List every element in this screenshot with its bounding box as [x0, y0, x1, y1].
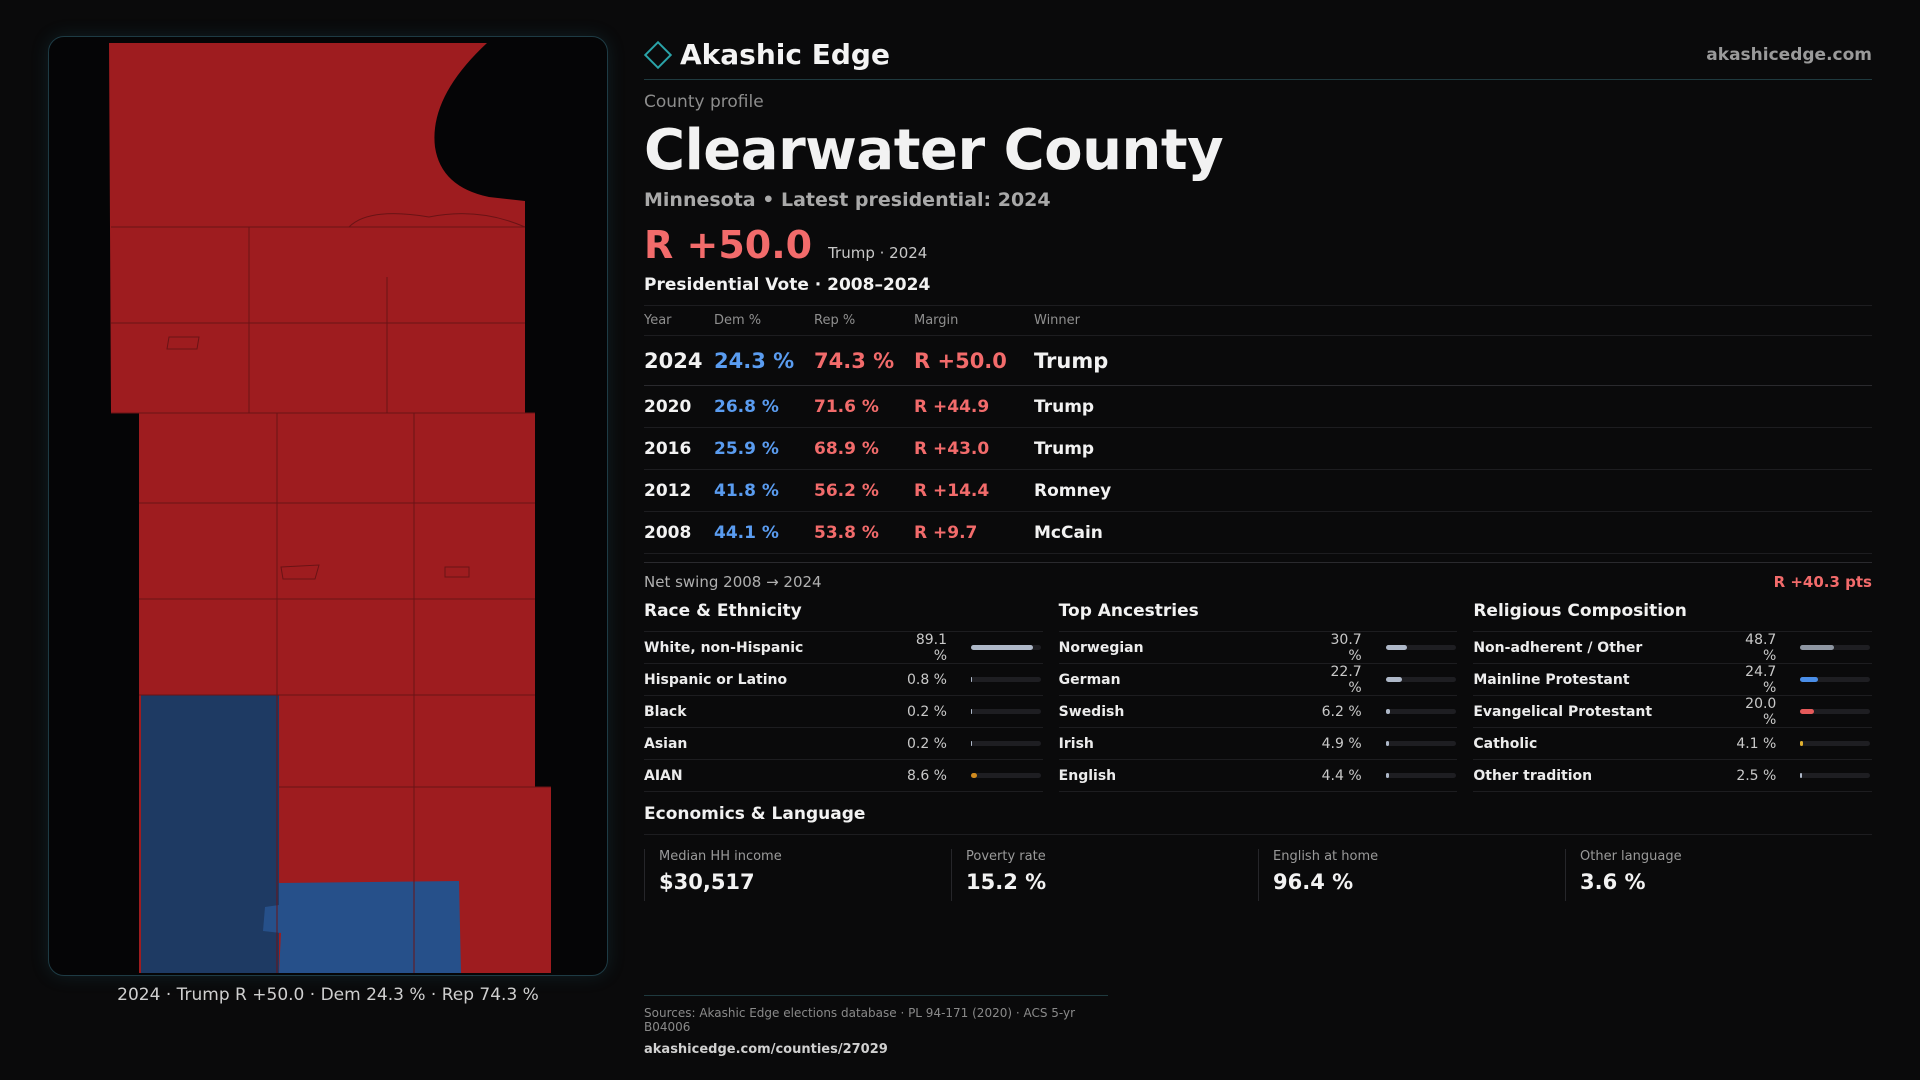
- economics-title: Economics & Language: [644, 804, 1872, 835]
- stat-value: $30,517: [659, 870, 755, 894]
- margin: R +14.4: [914, 480, 990, 501]
- label: AIAN: [644, 767, 683, 784]
- year: 2016: [644, 438, 692, 459]
- bar-track: [1386, 677, 1456, 682]
- bar-track: [1800, 773, 1870, 778]
- year: 2012: [644, 480, 692, 501]
- stat-value: 3.6 %: [1580, 870, 1646, 894]
- value: 22.7 %: [1330, 663, 1362, 696]
- bar-fill: [1386, 741, 1389, 746]
- bar-fill: [1386, 709, 1390, 714]
- stat-poverty-rate: [951, 849, 1258, 901]
- bar-fill: [971, 709, 972, 714]
- ancestries-title: Top Ancestries: [1059, 601, 1458, 632]
- stat-value: 96.4 %: [1273, 870, 1354, 894]
- label: Hispanic or Latino: [644, 671, 788, 688]
- table-row[interactable]: [644, 470, 1872, 512]
- list-item: [1473, 664, 1872, 696]
- margin: R +44.9: [914, 396, 990, 417]
- stat-value: 15.2 %: [966, 870, 1047, 894]
- bar-track: [1386, 709, 1456, 714]
- bar-fill: [1800, 773, 1802, 778]
- col-winner: Winner: [1034, 313, 1081, 328]
- margin: R +9.7: [914, 522, 978, 543]
- bar-fill: [1386, 645, 1407, 650]
- winner: McCain: [1034, 522, 1103, 543]
- margin: R +50.0: [914, 348, 1007, 373]
- winner: Trump: [1034, 348, 1109, 373]
- value: 4.4 %: [1321, 767, 1362, 784]
- economics-stats: [644, 849, 1872, 901]
- bar-fill: [1800, 741, 1803, 746]
- bar-fill: [971, 677, 972, 682]
- sources-text: Sources: Akashic Edge elections database · PL 94-171 (2020) · ACS 5-yr B04006: [644, 1006, 1076, 1034]
- margin-value: R +50.0: [644, 223, 813, 267]
- bar-fill: [971, 773, 977, 778]
- margin: R +43.0: [914, 438, 990, 459]
- dem-precincts-west[interactable]: [141, 695, 279, 973]
- list-item: [1059, 728, 1458, 760]
- dem-pct: 24.3 %: [714, 348, 795, 373]
- rep-pct: 74.3 %: [814, 348, 895, 373]
- page-url-link[interactable]: akashicedge.com/counties/27029: [644, 1042, 888, 1057]
- ancestries-panel: [1059, 601, 1458, 792]
- bar-track: [1800, 677, 1870, 682]
- winner: Trump: [1034, 438, 1095, 459]
- bar-fill: [1800, 709, 1814, 714]
- bar-track: [1800, 645, 1870, 650]
- list-item: [644, 760, 1043, 792]
- list-item: [644, 728, 1043, 760]
- value: 2.5 %: [1736, 767, 1777, 784]
- dem-pct: 26.8 %: [714, 396, 779, 417]
- stat-label: Other language: [1580, 849, 1682, 864]
- bar-track: [971, 741, 1041, 746]
- religion-title: Religious Composition: [1473, 601, 1872, 632]
- label: English: [1058, 767, 1117, 784]
- stat-label: Poverty rate: [966, 849, 1046, 864]
- dem-pct: 44.1 %: [714, 522, 779, 543]
- winner: Romney: [1034, 480, 1112, 501]
- list-item: [644, 632, 1043, 664]
- label: Black: [644, 703, 687, 720]
- bar-track: [971, 773, 1041, 778]
- label: German: [1058, 671, 1121, 688]
- winner: Trump: [1034, 396, 1095, 417]
- label: Swedish: [1058, 703, 1125, 720]
- footer: [644, 995, 1108, 1057]
- label: Non-adherent / Other: [1473, 639, 1643, 656]
- dem-pct: 25.9 %: [714, 438, 779, 459]
- bar-track: [1800, 709, 1870, 714]
- table-row[interactable]: [644, 336, 1872, 386]
- site-link[interactable]: akashicedge.com: [1706, 44, 1872, 65]
- swing-label: Net swing 2008 → 2024: [644, 573, 822, 591]
- value: 6.2 %: [1321, 703, 1362, 720]
- race-ethnicity-panel: [644, 601, 1043, 792]
- value: 20.0 %: [1745, 695, 1777, 728]
- rep-pct: 53.8 %: [814, 522, 879, 543]
- list-item: [1059, 696, 1458, 728]
- stat-label: Median HH income: [659, 849, 782, 864]
- list-item: [644, 696, 1043, 728]
- label: Evangelical Protestant: [1473, 703, 1653, 720]
- vote-section-title: Presidential Vote · 2008–2024: [644, 275, 931, 295]
- value: 0.2 %: [906, 703, 947, 720]
- label: Catholic: [1473, 735, 1538, 752]
- dem-precincts-south[interactable]: [263, 881, 461, 973]
- profile-panel: [644, 30, 1872, 901]
- table-row[interactable]: [644, 428, 1872, 470]
- dem-pct: 41.8 %: [714, 480, 779, 501]
- bar-fill: [1386, 773, 1389, 778]
- bar-fill: [971, 741, 972, 746]
- list-item: [1473, 632, 1872, 664]
- label: Mainline Protestant: [1473, 671, 1630, 688]
- col-dem: Dem %: [714, 313, 762, 328]
- map-caption: 2024 · Trump R +50.0 · Dem 24.3 % · Rep 74.3 %: [117, 985, 539, 1005]
- stat-median-income: [644, 849, 951, 901]
- precinct-map-svg: [49, 37, 608, 976]
- brand-name: Akashic Edge: [680, 38, 890, 71]
- label: Asian: [644, 735, 688, 752]
- value: 89.1 %: [915, 631, 947, 664]
- label: White, non-Hispanic: [644, 639, 804, 656]
- value: 4.1 %: [1736, 735, 1777, 752]
- list-item: [1473, 728, 1872, 760]
- race-ethnicity-title: Race & Ethnicity: [644, 601, 1043, 632]
- vote-table: [644, 305, 1872, 554]
- stat-label: English at home: [1273, 849, 1379, 864]
- year: 2008: [644, 522, 692, 543]
- demographics: [644, 601, 1872, 792]
- headline-margin: [644, 223, 1872, 267]
- bar-track: [1386, 645, 1456, 650]
- bar-track: [1386, 773, 1456, 778]
- bar-fill: [1800, 645, 1834, 650]
- list-item: [644, 664, 1043, 696]
- list-item: [1473, 696, 1872, 728]
- net-swing: [644, 562, 1872, 591]
- list-item: [1473, 760, 1872, 792]
- list-item: [1059, 760, 1458, 792]
- value: 0.2 %: [906, 735, 947, 752]
- bar-track: [971, 677, 1041, 682]
- rep-pct: 56.2 %: [814, 480, 879, 501]
- vote-table-header: [644, 306, 1872, 336]
- list-item: [1059, 632, 1458, 664]
- col-margin: Margin: [914, 313, 959, 328]
- bar-track: [971, 645, 1041, 650]
- value: 0.8 %: [906, 671, 947, 688]
- county-map[interactable]: [48, 36, 608, 976]
- value: 48.7 %: [1745, 631, 1777, 664]
- bar-fill: [1386, 677, 1402, 682]
- bar-track: [971, 709, 1041, 714]
- bar-fill: [1800, 677, 1817, 682]
- table-row[interactable]: [644, 512, 1872, 554]
- label: Other tradition: [1473, 767, 1593, 784]
- stat-english-home: [1258, 849, 1565, 901]
- header: [644, 30, 1872, 80]
- swing-value: R +40.3 pts: [1773, 573, 1872, 591]
- year: 2024: [644, 348, 703, 373]
- year: 2020: [644, 396, 692, 417]
- col-rep: Rep %: [814, 313, 856, 328]
- diamond-logo-icon: [644, 40, 672, 68]
- eyebrow: County profile: [644, 92, 764, 112]
- value: 4.9 %: [1321, 735, 1362, 752]
- page-title: Clearwater County: [644, 118, 1224, 183]
- label: Norwegian: [1058, 639, 1144, 656]
- religion-panel: [1473, 601, 1872, 792]
- rep-pct: 71.6 %: [814, 396, 879, 417]
- list-item: [1059, 664, 1458, 696]
- value: 8.6 %: [906, 767, 947, 784]
- margin-note: Trump · 2024: [828, 244, 928, 262]
- brand[interactable]: [644, 38, 890, 71]
- county-subtitle: Minnesota • Latest presidential: 2024: [644, 189, 1051, 211]
- label: Irish: [1058, 735, 1094, 752]
- col-year: Year: [644, 313, 672, 328]
- rep-pct: 68.9 %: [814, 438, 879, 459]
- bar-track: [1386, 741, 1456, 746]
- stat-other-language: [1565, 849, 1872, 901]
- value: 30.7 %: [1330, 631, 1362, 664]
- value: 24.7 %: [1745, 663, 1777, 696]
- bar-track: [1800, 741, 1870, 746]
- table-row[interactable]: [644, 386, 1872, 428]
- bar-fill: [971, 645, 1033, 650]
